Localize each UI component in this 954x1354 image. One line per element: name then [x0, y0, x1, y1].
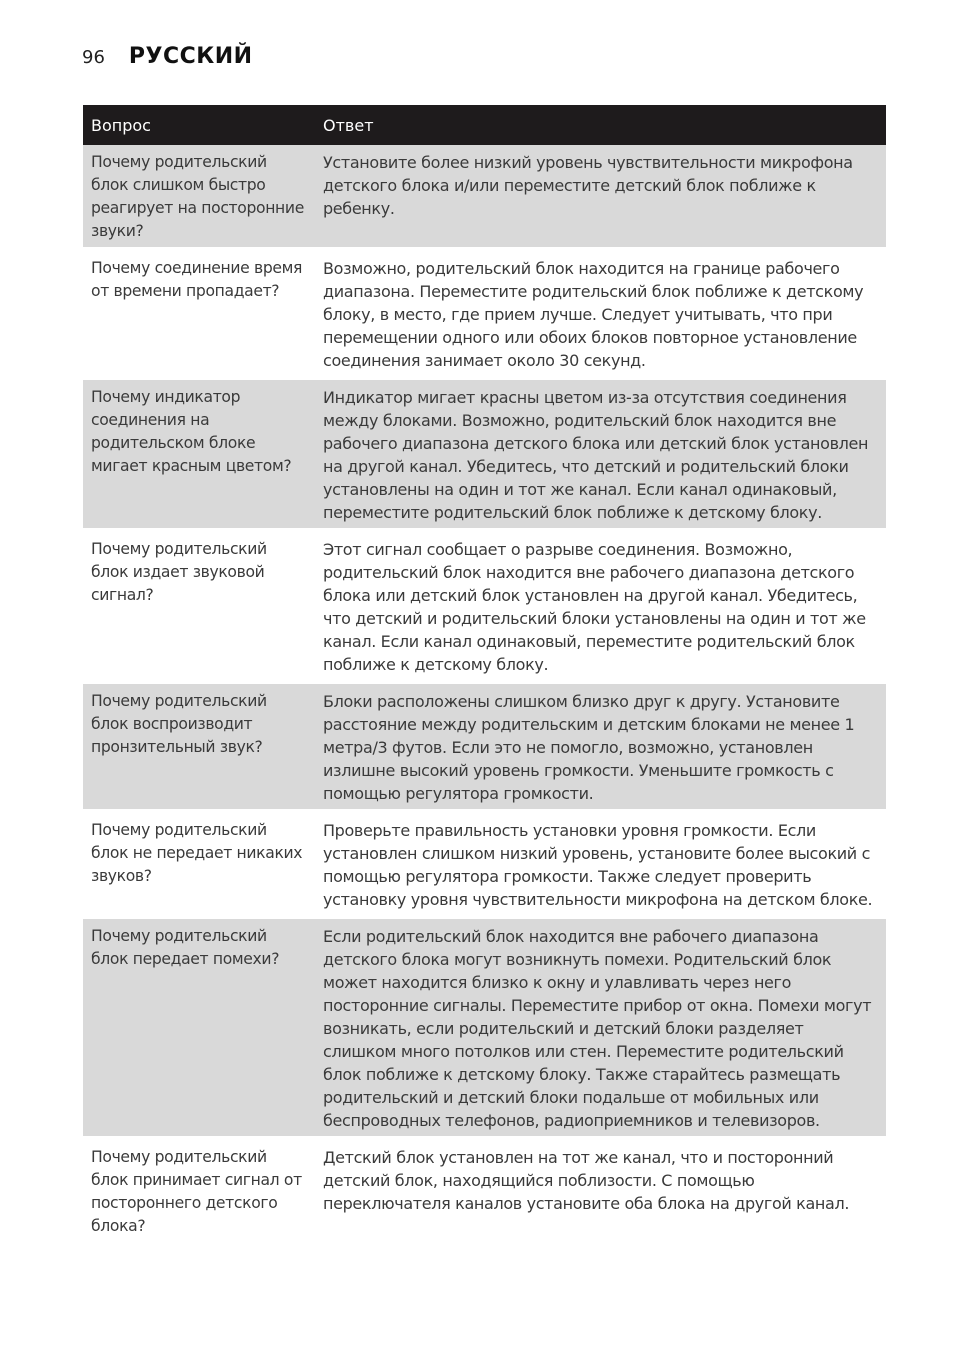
table-row	[83, 145, 886, 249]
answer-cell: Возможно, родительский блок находится на границе рабочего диапазона. Переместите родительский блок поближе к детскому блоку, в место, где прием лучше. Следует учитывать, что при перемещении одного или обоих блоков повторное установление соединения занимает около 30 секунд.	[315, 249, 886, 378]
table-row	[83, 682, 886, 811]
column-header-answer: Ответ	[315, 105, 886, 145]
question-cell: Почему родительский блок слишком быстро реагирует на посторонние звуки?	[83, 145, 315, 249]
question-cell: Почему родительский блок передает помехи?	[83, 917, 315, 1138]
page-number: 96	[82, 47, 105, 68]
table-header-row	[83, 105, 886, 145]
question-cell: Почему родительский блок воспроизводит пронзительный звук?	[83, 682, 315, 811]
table-row	[83, 530, 886, 682]
page-language-title: РУССКИЙ	[128, 44, 253, 69]
question-cell: Почему родительский блок не передает никаких звуков?	[83, 811, 315, 917]
answer-cell: Блоки расположены слишком близко друг к другу. Установите расстояние между родительским и детским блоками не менее 1 метра/3 футов. Если это не помогло, возможно, установлен излишне высокий уровень громкости. Уменьшите громкость с помощью регулятора громкости.	[315, 682, 886, 811]
table-row	[83, 249, 886, 378]
table-row	[83, 811, 886, 917]
answer-cell: Детский блок установлен на тот же канал, что и посторонний детский блок, находящийся поблизости. С помощью переключателя каналов установите оба блока на другой канал.	[315, 1138, 886, 1242]
answer-cell: Если родительский блок находится вне рабочего диапазона детского блока могут возникнуть помехи. Родительский блок может находится близко к окну и улавливать через него посторонние сигналы. Переместите прибор от окна. Помехи могут возникать, если родительский и детский блоки разделяет слишком много потолков или стен. Переместите родительский блок поближе к детскому блоку. Также старайтесь размещать родительский и детский блоки подальше от мобильных или беспроводных телефонов, радиоприемников и телевизоров.	[315, 917, 886, 1138]
table-row	[83, 917, 886, 1138]
answer-cell: Проверьте правильность установки уровня громкости. Если установлен слишком низкий уровень, установите более высокий с помощью регулятора громкости. Также следует проверить установку уровня чувствительности микрофона на детском блоке.	[315, 811, 886, 917]
page-header	[82, 44, 253, 69]
table-row	[83, 1138, 886, 1242]
answer-cell: Этот сигнал сообщает о разрыве соединения. Возможно, родительский блок находится вне рабочего диапазона детского блока или детский блок установлен на другой канал. Убедитесь, что детский и родительский блоки установлены на один и тот же канал. Если канал одинаковый, переместите родительский блок поближе к детскому блоку.	[315, 530, 886, 682]
question-cell: Почему индикатор соединения на родительском блоке мигает красным цветом?	[83, 378, 315, 530]
question-cell: Почему родительский блок принимает сигнал от постороннего детского блока?	[83, 1138, 315, 1242]
question-cell: Почему соединение время от времени пропадает?	[83, 249, 315, 378]
answer-cell: Установите более низкий уровень чувствительности микрофона детского блока и/или переместите детский блок поближе к ребенку.	[315, 145, 886, 249]
answer-cell: Индикатор мигает красны цветом из-за отсутствия соединения между блоками. Возможно, родительский блок находится вне рабочего диапазона детского блока или детский блок установлен на другой канал. Убедитесь, что детский и родительский блоки установлены на один и тот же канал. Если канал одинаковый, переместите родительский блок поближе к детскому блоку.	[315, 378, 886, 530]
question-cell: Почему родительский блок издает звуковой сигнал?	[83, 530, 315, 682]
table-row	[83, 378, 886, 530]
column-header-question: Вопрос	[83, 105, 315, 145]
troubleshooting-table	[83, 105, 886, 1242]
